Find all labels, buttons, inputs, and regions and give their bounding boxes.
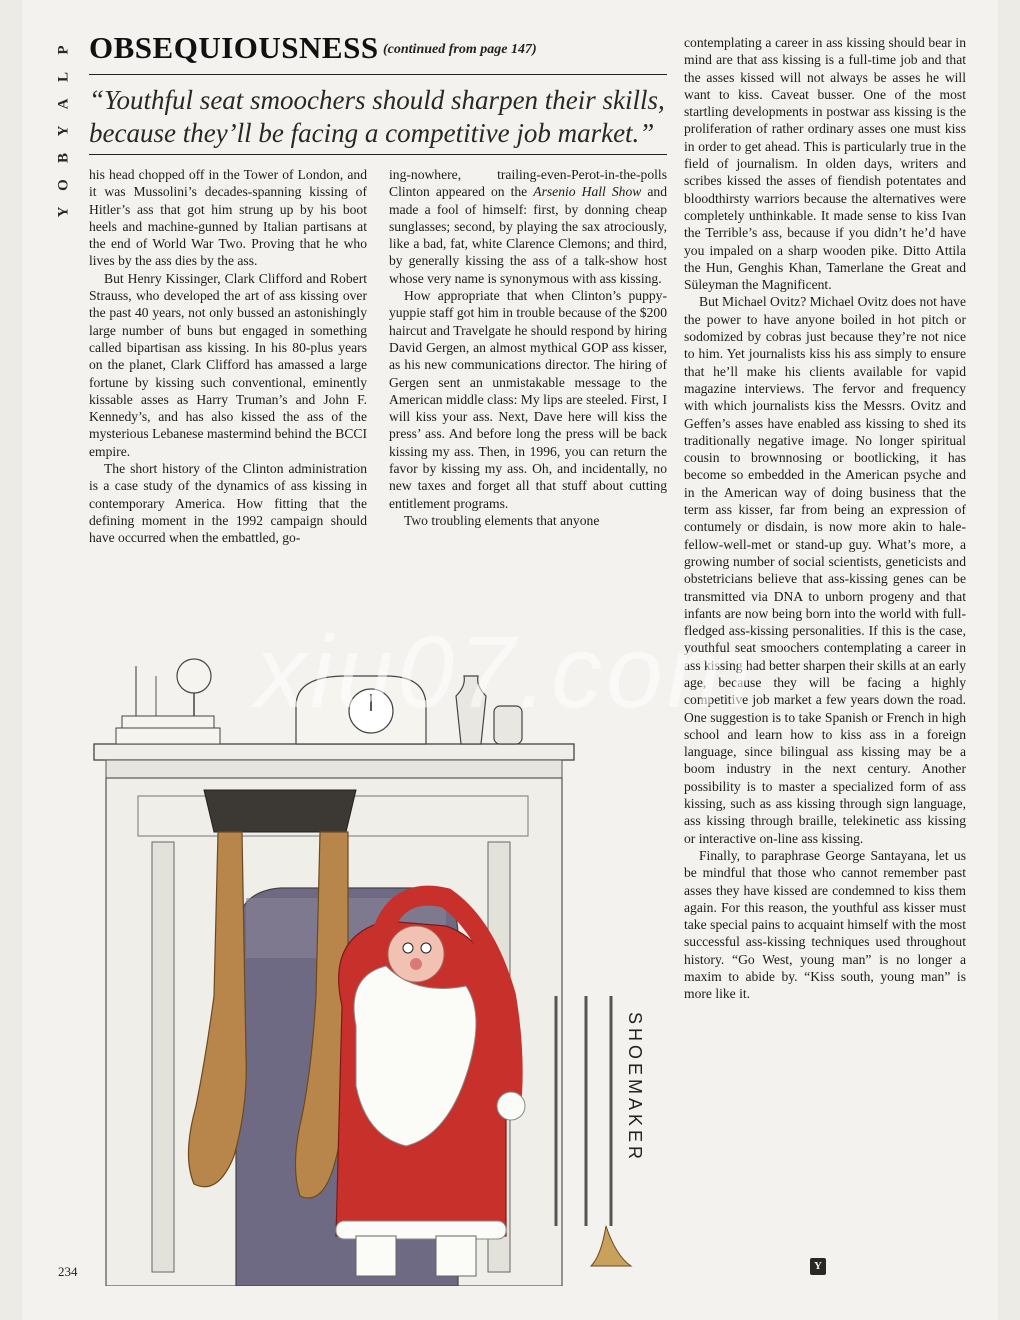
brand-letter: Y [55, 124, 72, 137]
santa-face [388, 926, 444, 982]
brand-letter: P [55, 44, 72, 55]
body-text: ing-nowhere, trailing-even-Perot-in-the-polls Clinton appeared on the [389, 167, 667, 200]
body-paragraph: But Michael Ovitz? Michael Ovitz does not have the power to have anyone boiled in hot pitch or sodomized by cobras just because they’re not nice to him. Yet journalists kiss his ass simply to ensure that he’ll make his clients available for vapid magazine interviews. The fervor and frequency with which journalists kiss the Messrs. Ovitz and Geffen’s asses have enabled ass kissing to shed its traditionally negative image. No longer spiritual cousin to brownnosing or bootlicking, it has become so embedded in the American psyche and in the American way of doing business that the term ass kisser, far from being an expression of contumely or disdain, is now more akin to hale-fellow-well-met or stand-up guy. What’s more, a growing number of social scientists, geneticists and obstetricians believe that ass-kissing genes can be transmitted via DNA to unborn progeny and that infants are now being born into the world with full-fledged ass-kissing personalities. If this is the case, youthful seat smoochers contemplating a career in ass kissing had better sharpen their skills at an early age, because they will be facing a highly competitive job market a few years down the road. One suggestion is to take Spanish or French in high school and learn how to kiss ass in a foreign language, since bilingual ass kissing may be a boom industry in the next century. Another possibility is to master a specialized form of ass kissing, such as ass kissing through sign language, ass kissing through braille, telekinetic ass kissing or interactive on-line ass kissing. [684, 294, 966, 846]
pull-quote-rule [89, 154, 667, 155]
book-stack [116, 728, 220, 744]
santa-leg [356, 1236, 396, 1276]
text-column-1 [89, 166, 367, 547]
magazine-brand-vertical [54, 36, 74, 225]
santa-leg [436, 1236, 476, 1276]
mantel-shelf [94, 744, 574, 760]
body-text: and made a fool of himself: first, by donning cheap sunglasses; second, by playing the sax atrociously, like a bad, fat, white Clarence Clemons; and third, by generally kissing the ass of a talk-show host whose very name is synonymous with ass kissing. [389, 184, 667, 286]
text-column-2 [389, 166, 667, 529]
vase [456, 676, 486, 744]
brand-letter: A [55, 97, 72, 110]
brand-letter: B [55, 152, 72, 164]
body-paragraph: contemplating a career in ass kissing should bear in mind are that ass kissing is a full-time job and that the asses kissed will not always be asses he will want to kiss. Caveat busser. One of the most startling developments in postwar ass kissing is the proliferation of rather ordinary asses one must kiss in order to get ahead. This is particularly true in the field of journalism. In olden days, writers and scribes kissed the asses of fiendish potentates and bloodthirsty warriors because the alternatives were completely unthinkable. It made sense to kiss Ivan the Terrible’s ass, because if you didn’t he’d have you impaled on a sharp wooden pike. Ditto Attila the Hun, Genghis Khan, Tamerlane the Great and Süleyman the Magnificent. [684, 35, 966, 293]
book-stack [122, 716, 214, 728]
rabbit-end-mark-icon: Y [810, 1258, 826, 1275]
santa-fireplace-illustration [86, 636, 680, 1286]
body-paragraph: Finally, to paraphrase George Santayana, let us be mindful that those who cannot remember past asses they have kissed are condemned to kiss them again. For this reason, the youthful ass kisser must take special pains to acquaint himself with the most successful ass-kissing techniques used throughout history. “Go West, young man” is no longer a maxim to abide by. “Kiss south, young man” is more like it. [684, 847, 966, 1002]
body-paragraph: The short history of the Clinton administration is a case study of the dynamics of ass kissing in contemporary America. How fitting that the defining moment in the 1992 campaign should have occurred when the embattled, go- [89, 461, 367, 546]
page-number: 234 [58, 1264, 78, 1279]
garter-belt [204, 790, 356, 832]
article-title: OBSEQUIOUSNESS [89, 30, 379, 65]
text-column-3 [684, 34, 966, 1003]
santa-hat-pompom [497, 1092, 525, 1120]
santa-eye [421, 943, 431, 953]
artist-signature: SHOEMAKER [625, 1012, 645, 1164]
fireplace-pillar-left [152, 842, 174, 1272]
santa-nose [410, 958, 422, 970]
body-paragraph: Two troubling elements that anyone [404, 512, 600, 528]
body-paragraph: But Henry Kissinger, Clark Clifford and Robert Strauss, who developed the art of ass kissing over the past 40 years, not only bussed an astonishingly large number of buns but engaged in something called bipartisan ass kissing. In his 80-plus years on the planet, Clark Clifford has amassed a large fortune by kissing such conventional, eminently kissable asses as Harry Truman’s and John F. Kennedy’s, and has also kissed the ass of the mysterious Lebanese mastermind behind the BCCI empire. [89, 270, 367, 459]
pull-quote: “Youthful seat smoochers should sharpen their skills, because they’ll be facing a competitive job market.” [89, 85, 665, 148]
santa-eye [403, 943, 413, 953]
body-paragraph [389, 166, 667, 287]
fireplace-broom [591, 1226, 631, 1266]
body-paragraph: How appropriate that when Clinton’s puppy-yuppie staff got him in trouble because of the $200 haircut and Travelgate he should respond by hiring David Gergen, an almost mythical GOP ass kisser, as his new communications director. The hiring of Gergen sent an unmistakable message to the American middle class: My lips are steeled. First, I will kiss your ass. Next, Dave here will kiss the press’ ass. And before long the press will be back kissing my ass. Then, in 1996, you can return the favor by kissing my ass. Oh, and incidentally, no new taxes and forget all that stuff about cutting entitlement programs. [389, 288, 667, 511]
watermark: xiu07.com [255, 615, 756, 729]
pitcher [494, 706, 522, 744]
mantel-frieze [106, 760, 562, 778]
continued-from-note: (continued from page 147) [383, 42, 537, 57]
brand-letter: O [55, 178, 72, 191]
brand-letter: Y [55, 205, 72, 218]
globe [177, 659, 211, 693]
brand-letter: L [55, 71, 72, 83]
show-title: Arsenio Hall Show [533, 184, 642, 200]
article-header [89, 28, 667, 75]
body-paragraph: his head chopped off in the Tower of London, and it was Mussolini’s decades-spanning kissing of Hitler’s ass that got him strung up by his boot heels and machine-gunned by Italian partisans at the end of World War Two. Proving that he who lives by the ass dies by the ass. [89, 167, 367, 269]
